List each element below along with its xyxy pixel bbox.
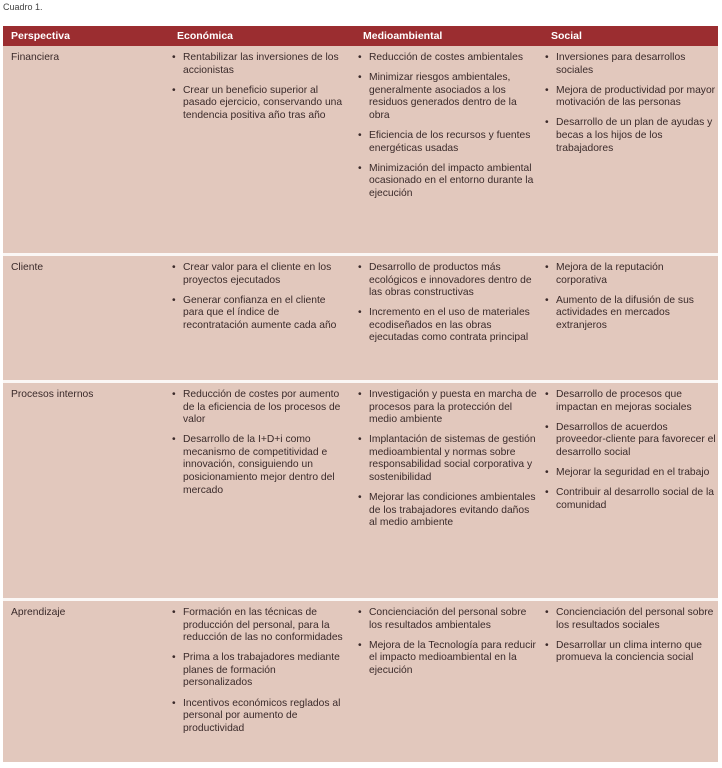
bullet-icon: • [545,607,549,618]
table-header [3,26,718,46]
bullet-icon: • [172,52,176,63]
bullet-icon: • [358,639,362,651]
list-item [358,389,537,427]
list-item [545,117,716,155]
list-item [545,85,716,110]
perspective-label: Financiera [11,52,60,63]
perspectives-table [3,26,718,762]
bullet-icon: • [172,84,176,96]
list-item-text: Mejora de la Tecnología para reducir el impacto medioambiental en la ejecución [369,639,536,676]
list-item-text: Reducción de costes por aumento de la eficiencia de los procesos de valor [183,389,341,426]
social-list [545,389,716,512]
bullet-icon: • [358,607,362,618]
bullet-icon: • [358,52,362,63]
medioambiental-cell [355,601,543,762]
list-item-text: Formación en las técnicas de producción del personal, para la reducción de las no conformidades [183,607,343,644]
header-social: Social [551,30,582,42]
list-item-text: Implantación de sistemas de gestión medioambiental y normas sobre responsabilidad social corporativa y sostenibilidad [369,434,536,484]
bullet-icon: • [358,162,362,174]
list-item-text: Crear un beneficio superior al pasado ejercicio, conservando una tendencia positiva año tras año [183,84,343,121]
list-item-text: Reducción de costes ambientales [369,52,523,63]
list-item [358,307,537,345]
bullet-icon: • [545,84,549,96]
list-item [545,52,716,77]
list-item [358,607,537,632]
list-item-text: Mejora de productividad por mayor motivación de las personas [556,84,716,109]
list-item [545,640,716,665]
bullet-icon: • [545,52,549,63]
header-economica: Económica [177,30,234,42]
medioambiental-cell [355,256,543,380]
list-item [172,698,347,736]
bullet-icon: • [358,262,362,273]
social-cell [543,46,718,253]
list-item-text: Aumento de la difusión de sus actividades en mercados extranjeros [556,294,694,331]
medioambiental-cell [355,383,543,598]
bullet-icon: • [172,607,176,618]
list-item [545,262,716,287]
social-list [545,607,716,665]
bullet-icon: • [358,129,362,141]
list-item-text: Mejorar la seguridad en el trabajo [556,466,710,478]
list-item-text: Minimizar riesgos ambientales, generalmente asociados a los residuos generados dentro de la obra [369,72,517,121]
medioambiental-list [358,52,537,200]
perspective-label: Cliente [11,262,44,273]
list-item-text: Investigación y puesta en marcha de procesos para la protección del medio ambiente [369,389,537,426]
list-item [358,640,537,678]
list-item [545,422,716,460]
header-perspectiva: Perspectiva [11,30,70,42]
list-item [545,295,716,333]
bullet-icon: • [172,262,176,273]
bullet-icon: • [358,492,362,504]
list-item-text: Desarrollo de productos más ecológicos e innovadores dentro de las obras constructivas [369,262,532,299]
table-caption: Cuadro 1. [3,2,43,12]
list-item-text: Crear valor para el cliente en los proyectos ejecutados [183,262,332,286]
list-item [172,389,347,427]
bullet-icon: • [545,421,549,433]
list-item [172,52,347,77]
list-item-text: Minimización del impacto ambiental ocasionado en el entorno durante la ejecución [369,162,534,199]
bullet-icon: • [172,389,176,400]
social-list [545,52,716,155]
economica-cell [169,601,355,762]
perspective-label: Aprendizaje [11,607,66,618]
bullet-icon: • [545,117,549,129]
economica-list [172,607,347,735]
list-item-text: Eficiencia de los recursos y fuentes energéticas usadas [369,129,531,154]
social-list [545,262,716,332]
list-item [358,72,537,122]
economica-cell [169,383,355,598]
list-item-text: Desarrollo de un plan de ayudas y becas a los hijos de los trabajadores [556,117,713,154]
table-row [3,253,718,380]
list-item-text: Contribuir al desarrollo social de la comunidad [556,487,714,511]
social-cell [543,383,718,598]
economica-cell [169,256,355,380]
list-item [545,487,716,512]
bullet-icon: • [172,294,176,306]
table-row [3,598,718,762]
medioambiental-list [358,262,537,345]
list-item [358,434,537,484]
list-item-text: Generar confianza en el cliente para que el índice de recontratación aumente cada año [183,294,337,331]
perspective-label: Procesos internos [11,389,94,400]
bullet-icon: • [358,389,362,400]
list-item-text: Concienciación del personal sobre los resultados ambientales [369,607,527,631]
bullet-icon: • [545,262,549,273]
list-item [545,389,716,414]
economica-list [172,389,347,497]
social-cell [543,256,718,380]
bullet-icon: • [358,307,362,319]
list-item [358,163,537,201]
economica-cell [169,46,355,253]
economica-list [172,52,347,122]
list-item [172,607,347,645]
list-item-text: Desarrollar un clima interno que promueva la conciencia social [556,639,702,664]
list-item [358,492,537,530]
medioambiental-cell [355,46,543,253]
list-item [358,130,537,155]
header-medioambiental: Medioambiental [363,30,443,42]
list-item [172,295,347,333]
bullet-icon: • [172,697,176,709]
list-item [172,262,347,287]
list-item [172,434,347,497]
bullet-icon: • [545,389,549,400]
list-item [545,467,716,480]
list-item-text: Concienciación del personal sobre los resultados sociales [556,607,714,631]
bullet-icon: • [545,294,549,306]
bullet-icon: • [172,434,176,446]
table-row [3,380,718,598]
table-row [3,46,718,253]
list-item-text: Prima a los trabajadores mediante planes de formación personalizados [183,652,340,689]
list-item [545,607,716,632]
bullet-icon: • [358,434,362,446]
bullet-icon: • [545,639,549,651]
list-item-text: Desarrollo de la I+D+i como mecanismo de competitividad e innovación, consiguiendo un posicionamiento mejor dentro del mercado [183,434,335,496]
social-cell [543,601,718,762]
list-item [358,52,537,65]
bullet-icon: • [358,72,362,84]
list-item-text: Desarrollo de procesos que impactan en mejoras sociales [556,389,692,413]
medioambiental-list [358,607,537,677]
medioambiental-list [358,389,537,530]
bullet-icon: • [545,466,549,478]
table-body [3,46,718,762]
list-item [358,262,537,300]
list-item-text: Mejorar las condiciones ambientales de los trabajadores evitando daños al medio ambiente [369,492,536,529]
list-item-text: Rentabilizar las inversiones de los accionistas [183,52,339,76]
list-item [172,85,347,123]
list-item-text: Inversiones para desarrollos sociales [556,52,686,76]
list-item-text: Mejora de la reputación corporativa [556,262,664,286]
bullet-icon: • [172,652,176,664]
economica-list [172,262,347,332]
list-item [172,652,347,690]
bullet-icon: • [545,487,549,499]
list-item-text: Incentivos económicos reglados al personal por aumento de productividad [183,697,341,734]
list-item-text: Incremento en el uso de materiales ecodiseñados en las obras ejecutadas como contrata principal [369,307,530,344]
list-item-text: Desarrollos de acuerdos proveedor-cliente para favorecer el desarrollo social [556,421,716,458]
